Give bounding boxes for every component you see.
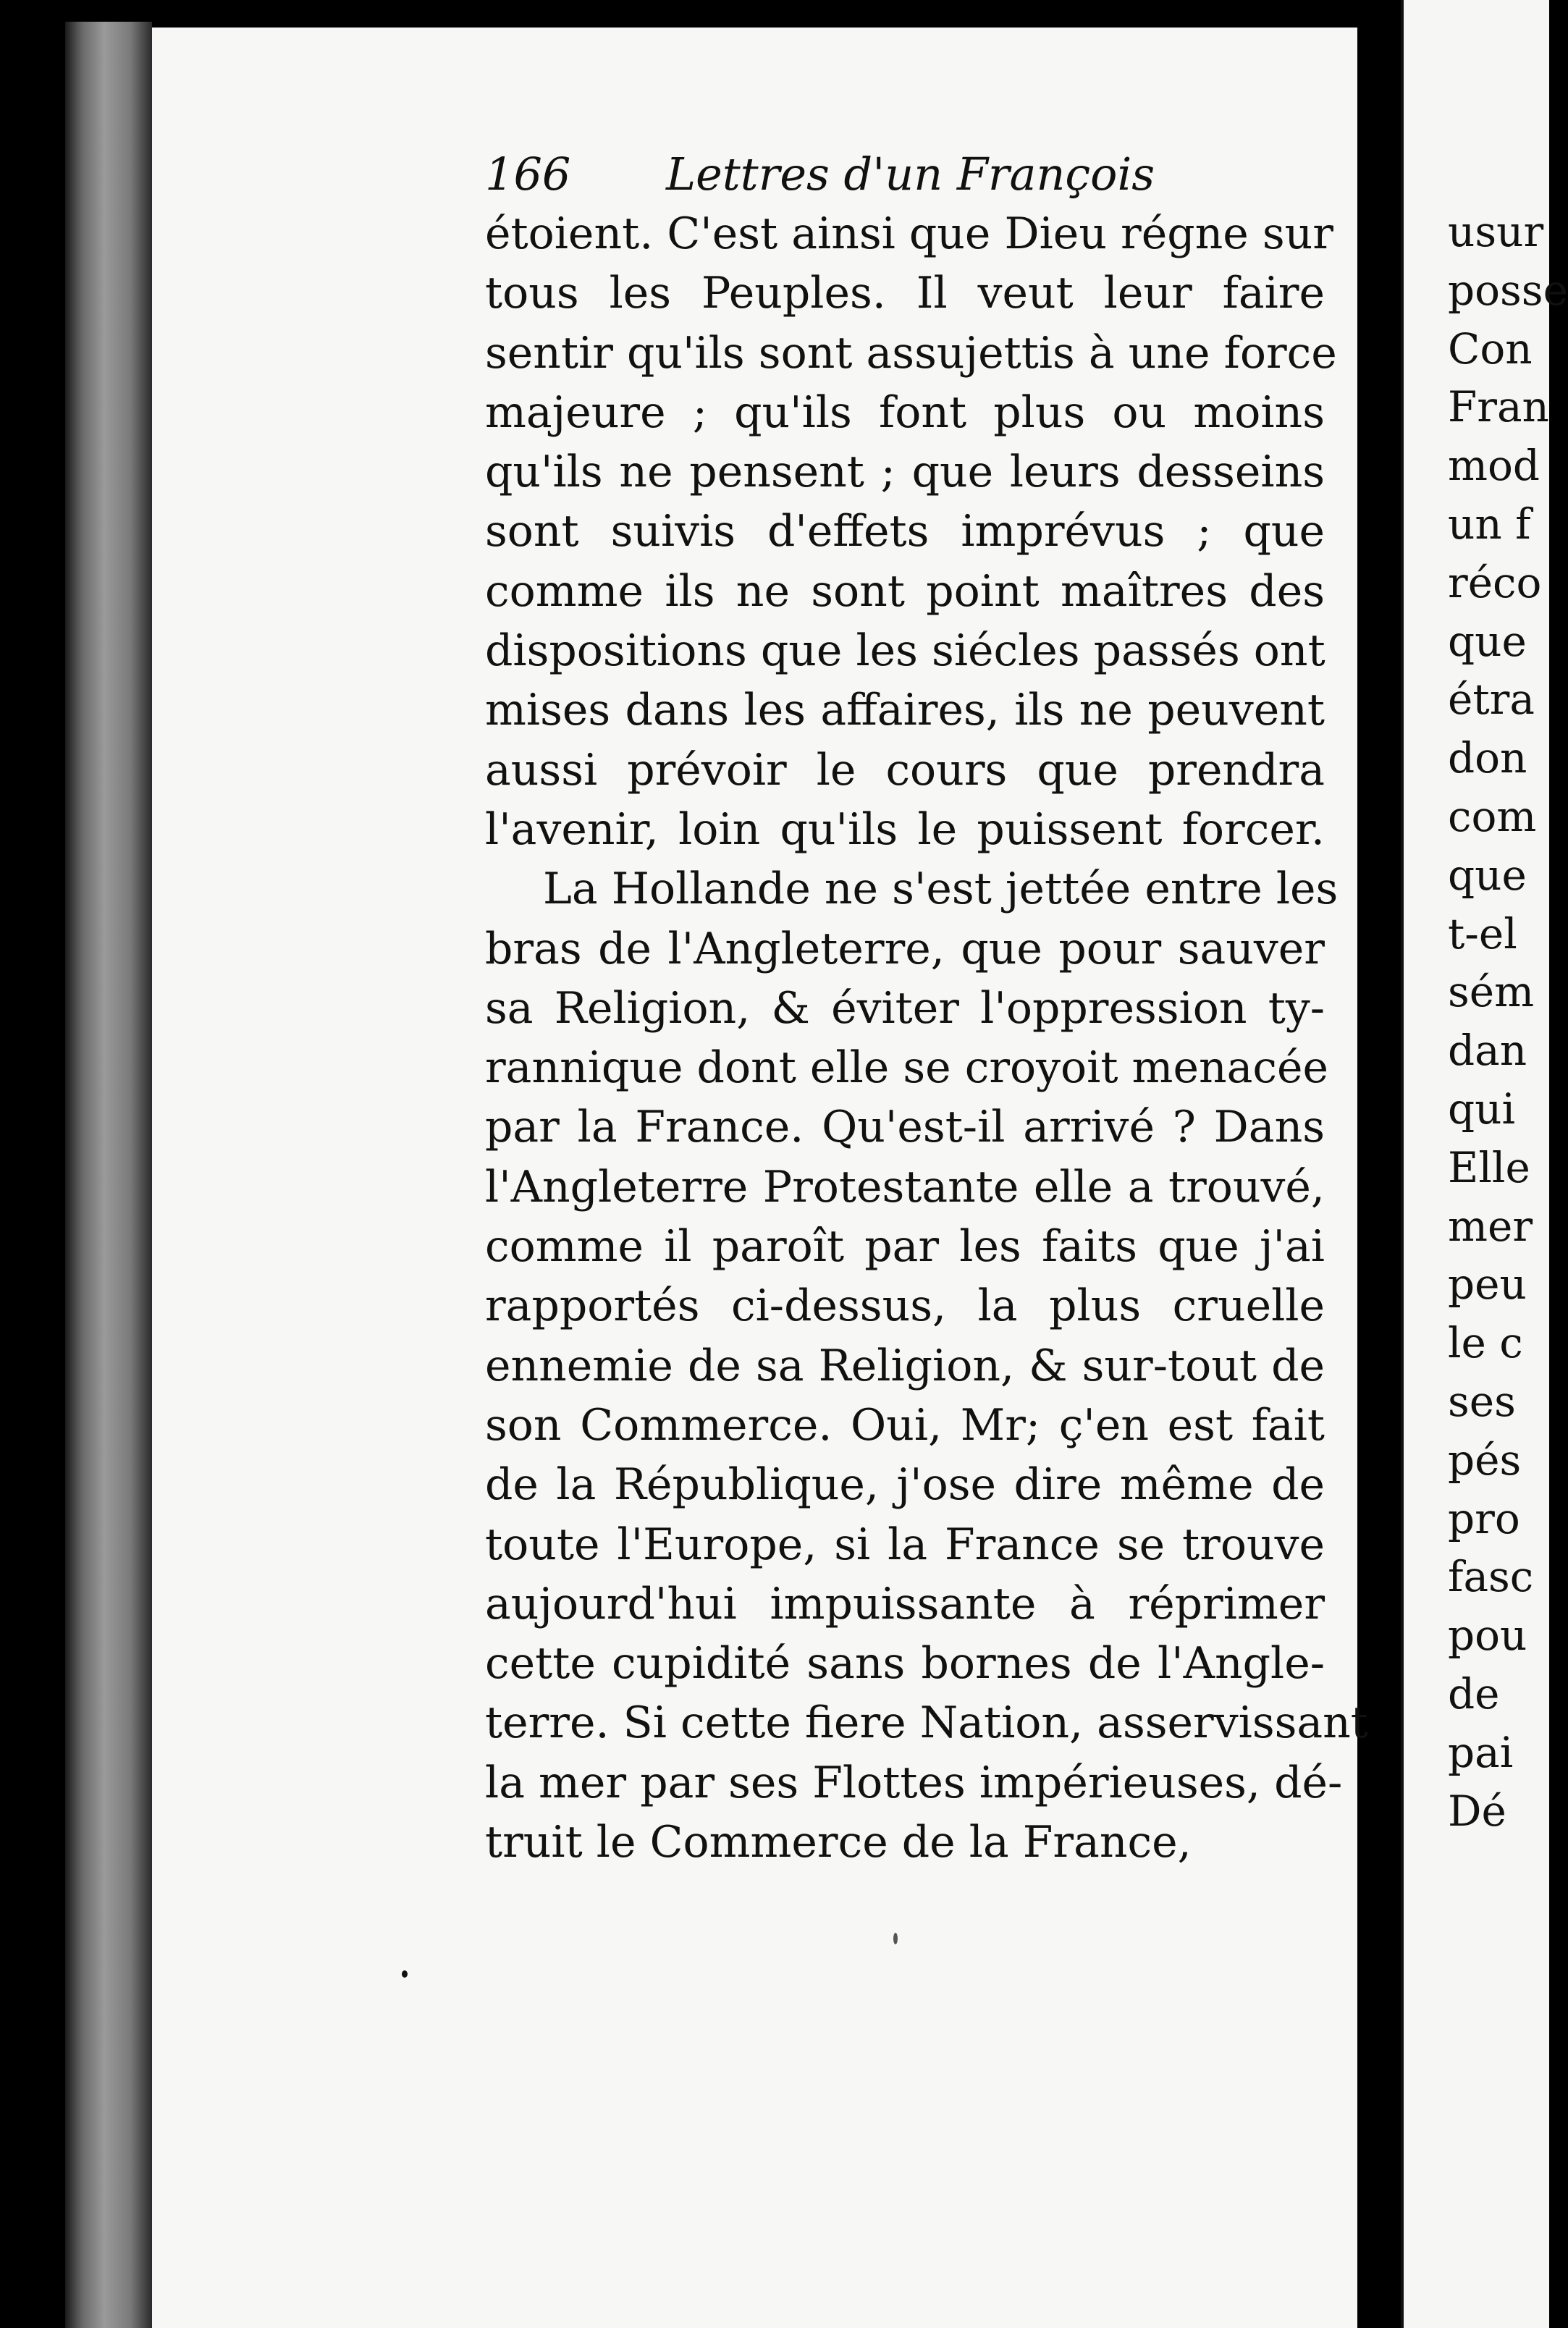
text-line: toute l'Europe, si la France se trouve bbox=[485, 1519, 1325, 1570]
text-line: étoient. C'est ainsi que Dieu régne sur bbox=[485, 208, 1333, 259]
text-line: qu'ils ne pensent ; que leurs desseins bbox=[485, 447, 1325, 498]
text-line: de la République, j'ose dire même de bbox=[485, 1459, 1325, 1511]
ink-speck bbox=[402, 1970, 408, 1978]
text-line: sa Religion, & éviter l'oppression ty- bbox=[485, 982, 1325, 1034]
facing-page-line: Fran bbox=[1448, 382, 1549, 432]
ink-speck bbox=[893, 1933, 898, 1944]
facing-page-line: de bbox=[1448, 1669, 1500, 1718]
text-line: aussi prévoir le cours que prendra bbox=[485, 744, 1325, 796]
facing-page-line: pés bbox=[1448, 1435, 1522, 1485]
running-head bbox=[485, 145, 1325, 204]
text-line: bras de l'Angleterre, que pour sauver bbox=[485, 923, 1325, 974]
facing-page-line: que bbox=[1448, 616, 1527, 666]
text-line: truit le Commerce de la France, bbox=[485, 1817, 1192, 1868]
text-line: par la France. Qu'est-il arrivé ? Dans bbox=[485, 1102, 1325, 1153]
facing-page-line: étra bbox=[1448, 675, 1535, 725]
facing-page-line: fasc bbox=[1448, 1552, 1534, 1602]
text-line: son Commerce. Oui, Mr; ç'en est fait bbox=[485, 1399, 1325, 1451]
facing-page-line: réco bbox=[1448, 557, 1542, 607]
text-line: La Hollande ne s'est jettée entre les bbox=[543, 864, 1339, 915]
facing-page-line: Con bbox=[1448, 324, 1533, 374]
facing-page-line: Dé bbox=[1448, 1786, 1506, 1836]
facing-page-line: dan bbox=[1448, 1026, 1527, 1076]
text-line: rapportés ci-dessus, la plus cruelle bbox=[485, 1281, 1325, 1332]
facing-page-line: pro bbox=[1448, 1493, 1520, 1543]
facing-page-line: que bbox=[1448, 850, 1527, 900]
text-line: comme il paroît par les faits que j'ai bbox=[485, 1221, 1325, 1273]
binding-gutter bbox=[65, 22, 152, 2328]
facing-page-line: mod bbox=[1448, 441, 1540, 491]
text-line: mises dans les affaires, ils ne peuvent bbox=[485, 685, 1325, 736]
text-line: aujourd'hui impuissante à réprimer bbox=[485, 1578, 1325, 1629]
facing-page-line: pou bbox=[1448, 1611, 1527, 1661]
facing-page-line: don bbox=[1448, 733, 1527, 783]
facing-page-line: qui bbox=[1448, 1084, 1516, 1134]
facing-page-line: sém bbox=[1448, 967, 1535, 1017]
text-line: comme ils ne sont point maîtres des bbox=[485, 565, 1325, 617]
text-line: terre. Si cette fiere Nation, asservissant bbox=[485, 1698, 1368, 1749]
page-number: 166 bbox=[485, 148, 571, 201]
facing-page-line: peu bbox=[1448, 1260, 1527, 1310]
text-line: la mer par ses Flottes impérieuses, dé- bbox=[485, 1757, 1343, 1808]
text-line: cette cupidité sans bornes de l'Angle- bbox=[485, 1638, 1325, 1690]
text-line: l'Angleterre Protestante elle a trouvé, bbox=[485, 1161, 1325, 1212]
facing-page-line: ses bbox=[1448, 1377, 1516, 1426]
text-line: sentir qu'ils sont assujettis à une force bbox=[485, 327, 1337, 379]
page-text-block bbox=[485, 145, 1368, 1872]
facing-page-line: Elle bbox=[1448, 1142, 1530, 1192]
facing-page-line: t-el bbox=[1448, 908, 1517, 958]
text-line: majeure ; qu'ils font plus ou moins bbox=[485, 387, 1325, 438]
running-title: Lettres d'un François bbox=[666, 148, 1155, 201]
facing-page-line: un f bbox=[1448, 499, 1531, 549]
facing-page-line: com bbox=[1448, 792, 1537, 841]
text-line: l'avenir, loin qu'ils le puissent forcer. bbox=[485, 804, 1325, 855]
text-line: ennemie de sa Religion, & sur-tout de bbox=[485, 1340, 1325, 1391]
facing-page-line: mer bbox=[1448, 1201, 1533, 1251]
facing-page-line: le c bbox=[1448, 1318, 1523, 1368]
text-line: dispositions que les siécles passés ont bbox=[485, 625, 1325, 677]
text-line: tous les Peuples. Il veut leur faire bbox=[485, 268, 1325, 319]
facing-page-line: posse bbox=[1448, 265, 1568, 315]
body-text bbox=[485, 204, 1368, 1872]
facing-page-line: usur bbox=[1448, 207, 1544, 256]
text-line: rannique dont elle se croyoit menacée bbox=[485, 1042, 1328, 1094]
facing-page-line: pai bbox=[1448, 1727, 1514, 1777]
text-line: sont suivis d'effets imprévus ; que bbox=[485, 506, 1325, 557]
